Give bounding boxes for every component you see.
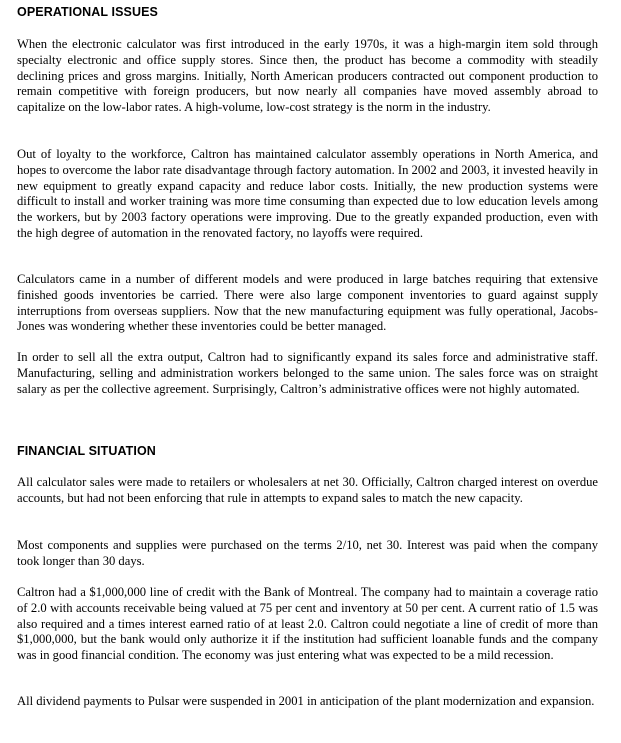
paragraph-sales-force: In order to sell all the extra output, Caltron had to significantly expand its sales force and administrative staff. Manufacturing, selling and administration workers belonged to the same union. The sales force was on straight salary as per the collective agreement. Surprisingly, Caltron’s administrative offices were not highly automated. [17,350,598,396]
paragraph-dividends: All dividend payments to Pulsar were suspended in 2001 in anticipation of the plant modernization and expansion. [17,694,595,708]
paragraph-calculator-history: When the electronic calculator was first introduced in the early 1970s, it was a high-margin item sold through specialty electronic and office supply stores. Since then, the product has become a commodity with steadily declining prices and gross margins. Initially, North American producers contracted out component production to remain competitive with foreign producers, but now nearly all companies have moved assembly abroad to capitalize on the low-labor rates. A high-volume, low-cost strategy is the norm in the industry. [17,37,598,115]
paragraph-line-of-credit: Caltron had a $1,000,000 line of credit with the Bank of Montreal. The company had to maintain a coverage ratio of 2.0 with accounts receivable being valued at 75 per cent and inventory at 50 per cent. A current ratio of 1.5 was also required and a times interest earned ratio of at least 2.0. Caltron could negotiate a line of credit of more than $1,000,000, but the bank would only authorize it if the institution had sufficient loanable funds and the company was in good financial condition. The economy was just entering what was expected to be a mild recession. [17,585,598,663]
paragraph-caltron-automation: Out of loyalty to the workforce, Caltron has maintained calculator assembly operations in North America, and hopes to overcome the labor rate disadvantage through factory automation. In 2002 and 2003, it invested heavily in new equipment to greatly expand capacity and reduce labor costs. Initially, the new production systems were difficult to install and worker training was more time consuming than expected due to low education levels among the workers, but by 2003 factory operations were improving. Due to the greatly expanded production, even with the high degree of automation in the renovated factory, no layoffs were required. [17,147,598,240]
paragraph-inventories: Calculators came in a number of different models and were produced in large batches requiring that extensive finished goods inventories be carried. There were also large component inventories to guard against supply interruptions from overseas suppliers. Now that the new manufacturing equipment was fully operational, Jacobs-Jones was wondering whether these inventories could be better managed. [17,272,598,334]
paragraph-purchase-terms: Most components and supplies were purchased on the terms 2/10, net 30. Interest was paid when the company took longer than 30 days. [17,538,598,568]
section-heading-operational-issues: OPERATIONAL ISSUES [17,5,158,19]
section-heading-financial-situation: FINANCIAL SITUATION [17,444,156,458]
paragraph-sales-terms: All calculator sales were made to retailers or wholesalers at net 30. Officially, Caltron charged interest on overdue accounts, but had not been enforcing that rule in attempts to expand sales to match the new capacity. [17,475,598,505]
